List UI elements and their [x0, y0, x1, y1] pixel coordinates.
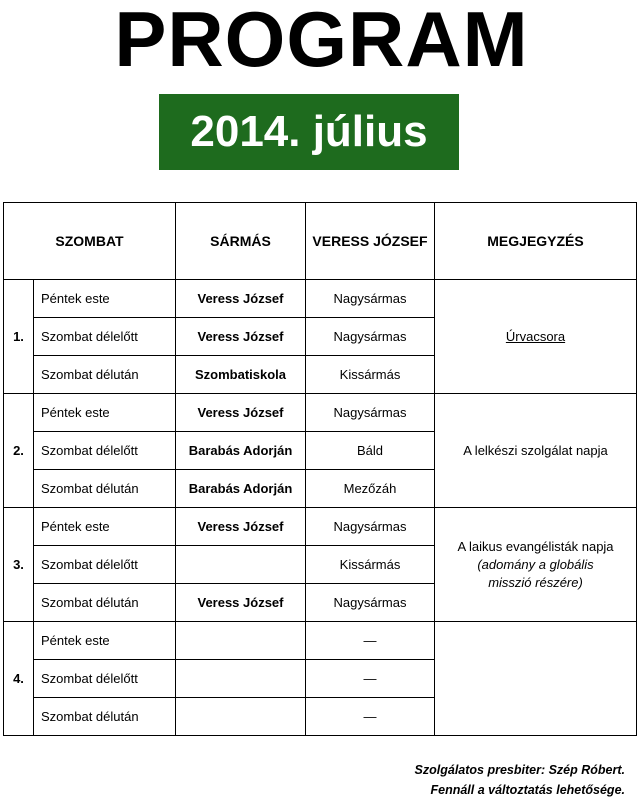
note-italic-text: (adomány a globális misszió részére) — [477, 556, 594, 590]
table-row — [4, 280, 637, 318]
note-cell — [435, 622, 637, 736]
veress-cell: Kissármás — [306, 546, 435, 584]
veress-cell: Nagysármas — [306, 584, 435, 622]
veress-cell: Mezőzáh — [306, 470, 435, 508]
note-cell — [435, 394, 637, 508]
week-number: 1. — [4, 280, 34, 394]
slot-cell: Szombat délután — [34, 470, 176, 508]
slot-cell: Szombat délelőtt — [34, 432, 176, 470]
veress-cell: Nagysármas — [306, 394, 435, 432]
veress-cell: Nagysármas — [306, 280, 435, 318]
slot-cell: Szombat délután — [34, 584, 176, 622]
sarmas-cell — [176, 698, 306, 736]
sarmas-cell — [176, 546, 306, 584]
month-banner: 2014. július — [159, 94, 459, 170]
header-day: SZOMBAT — [4, 203, 176, 280]
slot-cell: Péntek este — [34, 622, 176, 660]
slot-cell: Szombat délelőtt — [34, 660, 176, 698]
slot-cell: Péntek este — [34, 280, 176, 318]
veress-cell: — — [306, 622, 435, 660]
footer-presbiter: Szolgálatos presbiter: Szép Róbert. — [414, 763, 625, 777]
week-number: 2. — [4, 394, 34, 508]
header-row — [4, 203, 637, 280]
veress-cell: Kissármás — [306, 356, 435, 394]
footer-change-notice: Fennáll a változtatás lehetősége. — [430, 783, 625, 797]
note-cell — [435, 508, 637, 622]
header-veress: VERESS JÓZSEF — [306, 203, 435, 280]
week-number: 3. — [4, 508, 34, 622]
sarmas-cell: Veress József — [176, 394, 306, 432]
veress-cell: Báld — [306, 432, 435, 470]
note-cell — [435, 280, 637, 394]
header-sarmas: SÁRMÁS — [176, 203, 306, 280]
veress-cell: Nagysármas — [306, 508, 435, 546]
veress-cell: — — [306, 660, 435, 698]
sarmas-cell: Veress József — [176, 508, 306, 546]
slot-cell: Szombat délután — [34, 356, 176, 394]
sarmas-cell — [176, 660, 306, 698]
note-text: A laikus evangélisták napja — [457, 538, 614, 554]
slot-cell: Péntek este — [34, 508, 176, 546]
slot-cell: Péntek este — [34, 394, 176, 432]
page-title: PROGRAM — [114, 0, 529, 83]
schedule-table — [3, 202, 637, 736]
slot-cell: Szombat délelőtt — [34, 546, 176, 584]
veress-cell: Nagysármas — [306, 318, 435, 356]
table-row — [4, 508, 637, 546]
table-row — [4, 622, 637, 660]
sarmas-cell: Barabás Adorján — [176, 470, 306, 508]
slot-cell: Szombat délután — [34, 698, 176, 736]
veress-cell: — — [306, 698, 435, 736]
sarmas-cell: Veress József — [176, 584, 306, 622]
sarmas-cell: Veress József — [176, 280, 306, 318]
footer-note — [415, 760, 625, 800]
sarmas-cell: Szombatiskola — [176, 356, 306, 394]
sarmas-cell — [176, 622, 306, 660]
week-number: 4. — [4, 622, 34, 736]
note-text: A lelkészi szolgálat napja — [463, 442, 608, 458]
header-note: MEGJEGYZÉS — [435, 203, 637, 280]
sarmas-cell: Veress József — [176, 318, 306, 356]
slot-cell: Szombat délelőtt — [34, 318, 176, 356]
table-row — [4, 394, 637, 432]
note-text: Úrvacsora — [505, 328, 566, 344]
sarmas-cell: Barabás Adorján — [176, 432, 306, 470]
